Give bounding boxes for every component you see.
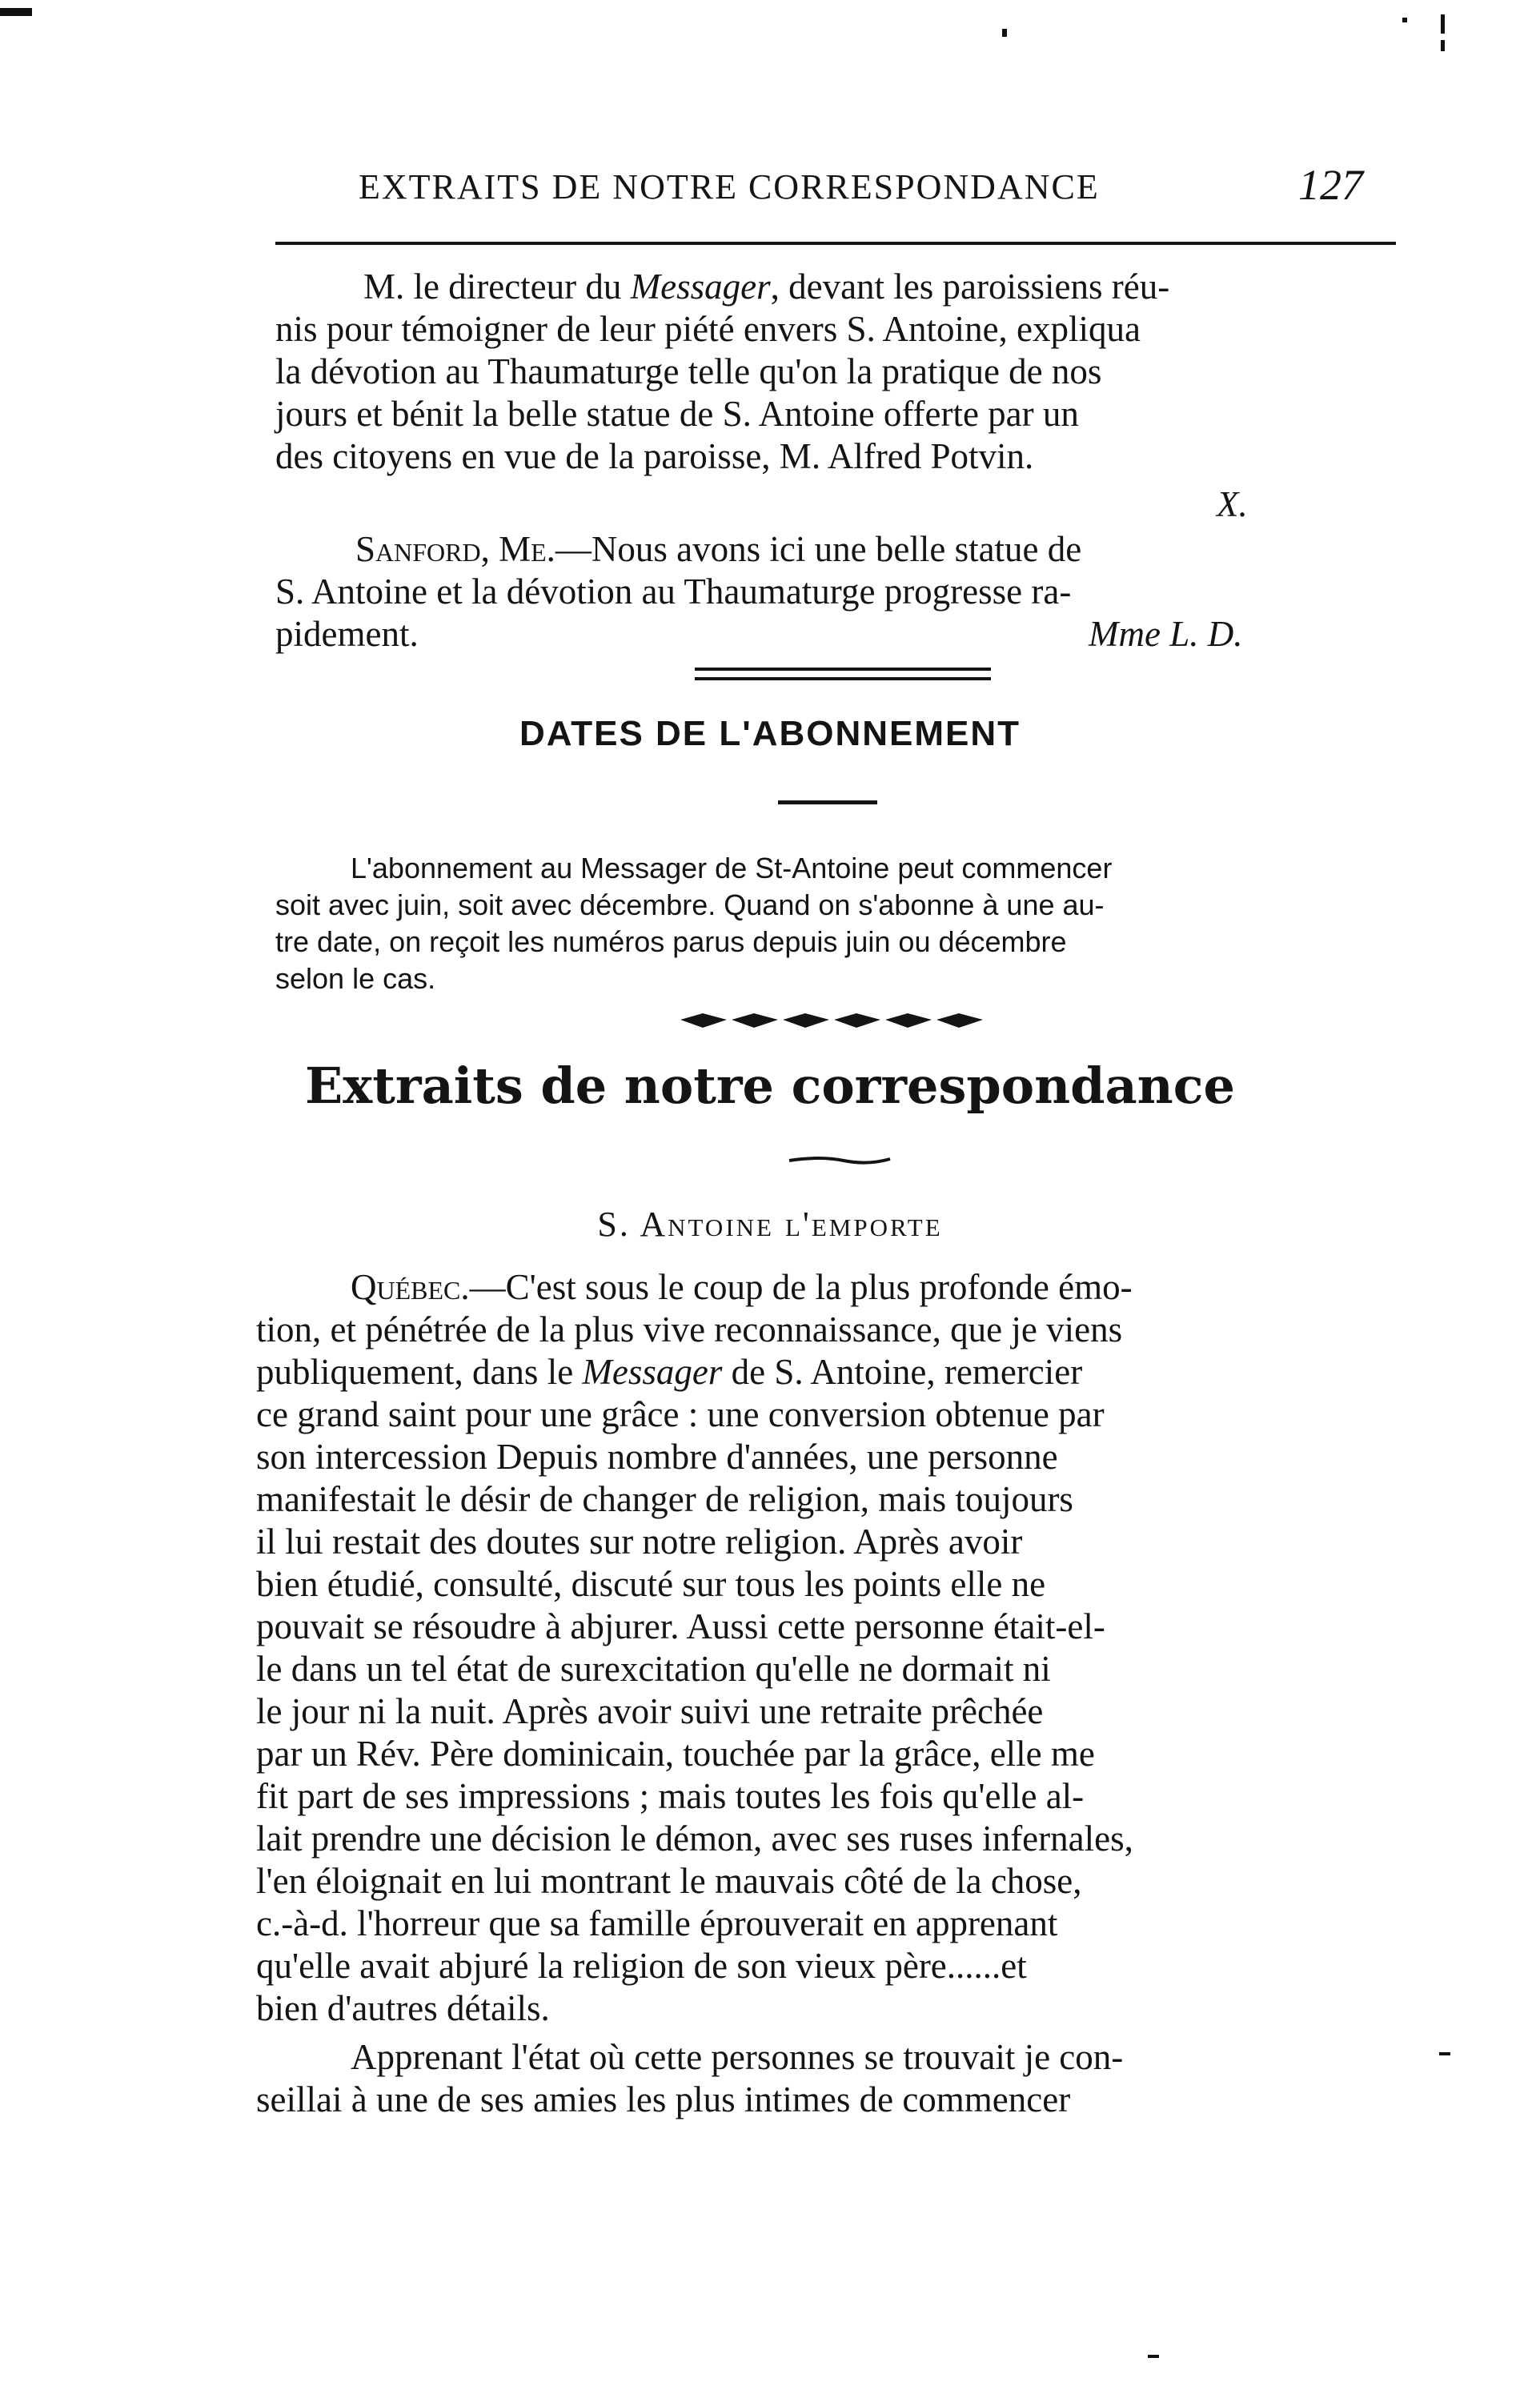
text-line: le dans un tel état de surexcitation qu'elle ne dormait ni (256, 1649, 1051, 1689)
signature: X. (1217, 484, 1248, 524)
text-line: par un Rév. Père dominicain, touchée par la grâce, elle me (256, 1734, 1095, 1774)
running-header: EXTRAITS DE NOTRE CORRESPONDANCE (359, 167, 1100, 207)
text-line: c.-à-d. l'horreur que sa famille éprouverait en apprenant (256, 1903, 1058, 1943)
subscription-notice (275, 850, 1396, 997)
text-line: la dévotion au Thaumaturge telle qu'on la pratique de nos (275, 351, 1102, 391)
text-line: tion, et pénétrée de la plus vive reconnaissance, que je viens (256, 1309, 1123, 1349)
text-line: manifestait le désir de changer de religion, mais toujours (256, 1479, 1073, 1519)
place-name: Sanford, Me. (355, 529, 555, 569)
signature: Mme L. D. (1089, 614, 1243, 654)
text-line: bien étudié, consulté, discuté sur tous les points elle ne (256, 1564, 1046, 1604)
text-line: tre date, on reçoit les numéros parus depuis juin ou décembre (275, 925, 1067, 958)
flourish-icon (788, 1153, 892, 1169)
text-line: Sanford, Me.—Nous avons ici une belle statue de (355, 529, 1082, 569)
text-line: selon le cas. (275, 962, 436, 995)
scan-speck (1402, 18, 1407, 22)
text-line: seillai à une de ses amies les plus intimes de commencer (256, 2079, 1071, 2119)
text-line: lait prendre une décision le démon, avec ses ruses infernales, (256, 1819, 1133, 1859)
text-line: l'en éloignait en lui montrant le mauvais côté de la chose, (256, 1861, 1082, 1901)
scan-speck (1439, 2052, 1450, 2055)
short-rule (778, 800, 877, 804)
article-subheading: S. Antoine l'emporte (597, 1205, 943, 1244)
scan-speck (1002, 29, 1007, 37)
text-line: jours et bénit la belle statue de S. Antoine offerte par un (275, 394, 1079, 434)
scan-speck (1441, 14, 1445, 34)
text-line: publiquement, dans le Messager de S. Antoine, remercier (256, 1352, 1083, 1392)
text-line: S. Antoine et la dévotion au Thaumaturge progresse ra- (275, 571, 1072, 612)
text-line: ce grand saint pour une grâce : une conversion obtenue par (256, 1394, 1105, 1434)
place-name: Québec. (351, 1267, 470, 1307)
header-rule (275, 242, 1396, 245)
text-line: fit part de ses impressions ; mais toutes les fois qu'elle al- (256, 1776, 1085, 1816)
section-heading: DATES DE L'ABONNEMENT (519, 714, 1021, 753)
section-title: Extraits de notre correspondance (305, 1057, 1235, 1115)
text-line: pidement. (275, 614, 419, 654)
page-number: 127 (1298, 161, 1363, 209)
text-line: pouvait se résoudre à abjurer. Aussi cette personne était-el- (256, 1606, 1105, 1646)
text-line: L'abonnement au Messager de St-Antoine peut commencer (351, 852, 1113, 884)
text-line: bien d'autres détails. (256, 1988, 550, 2028)
double-rule-top (695, 668, 991, 671)
scan-speck (1148, 2355, 1159, 2358)
text-line: son intercession Depuis nombre d'années, une personne (256, 1437, 1058, 1477)
text-line: des citoyens en vue de la paroisse, M. Alfred Potvin. (275, 436, 1034, 476)
text-line: il lui restait des doutes sur notre religion. Après avoir (256, 1522, 1023, 1562)
text-line: Apprenant l'état où cette personnes se trouvait je con- (351, 2037, 1124, 2077)
journal-title: Messager (630, 267, 771, 307)
ornament-divider-icon (679, 1010, 999, 1034)
letter-paragraph (275, 266, 1396, 478)
letter-paragraph (256, 2036, 1396, 2121)
text-line: qu'elle avait abjuré la religion de son vieux père......et (256, 1946, 1027, 1986)
text-line: soit avec juin, soit avec décembre. Quand on s'abonne à une au- (275, 888, 1105, 921)
journal-title: Messager (582, 1352, 723, 1392)
scan-speck (1441, 40, 1445, 51)
text-line: nis pour témoigner de leur piété envers S. Antoine, expliqua (275, 309, 1141, 349)
scan-mark-top-left (0, 8, 32, 16)
double-rule-bottom (695, 677, 991, 680)
text-line: M. le directeur du Messager, devant les paroissiens réu- (363, 267, 1170, 307)
text-line: Québec.—C'est sous le coup de la plus profonde émo- (351, 1267, 1133, 1307)
text-line: le jour ni la nuit. Après avoir suivi une retraite prêchée (256, 1691, 1044, 1731)
letter-paragraph (256, 1266, 1396, 2030)
